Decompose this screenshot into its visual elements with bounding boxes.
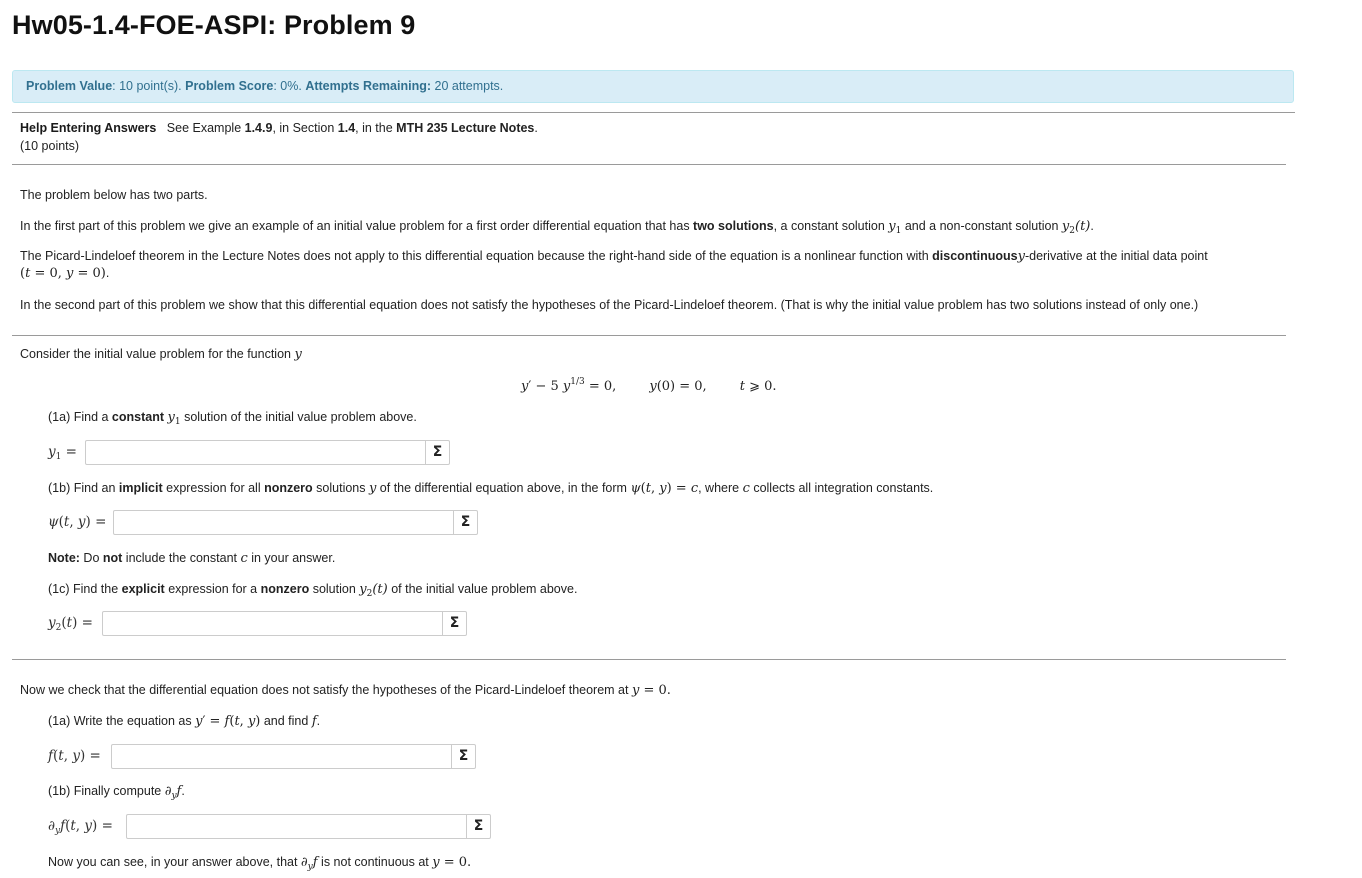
q1c-f: of the initial value problem above. bbox=[387, 582, 578, 596]
math-dyf: $\partial_yf$ bbox=[164, 784, 182, 801]
part2-q1a-a: (1a) Write the equation as bbox=[48, 714, 196, 728]
math-initial-point: (t = 0, y = 0) bbox=[20, 266, 106, 281]
note-text bbox=[48, 551, 335, 566]
conclusion-b: is not continuous at bbox=[317, 855, 433, 869]
q1c-a: (1c) Find the bbox=[48, 582, 122, 596]
math-y2t: $y_2(t)$ bbox=[1061, 219, 1091, 236]
f-label: f(t, y) = bbox=[48, 748, 101, 764]
y1-label: $y_1$ = bbox=[48, 444, 77, 462]
help-entering-answers-link[interactable]: Help Entering Answers bbox=[20, 121, 157, 135]
math-f: f bbox=[311, 714, 317, 729]
intro-p3-d: . bbox=[105, 266, 110, 280]
problem-status-alert bbox=[12, 70, 1294, 103]
math-dyf: $\partial_yf$ bbox=[300, 855, 318, 872]
help-section: 1.4 bbox=[337, 121, 356, 135]
dyf-label: $\partial_yf(t$, y) = bbox=[48, 818, 113, 836]
help-line bbox=[20, 121, 538, 135]
q1b-a: (1b) Find an bbox=[48, 481, 119, 495]
part2-q1b-a: (1b) Finally compute bbox=[48, 784, 165, 798]
conclusion-a: Now you can see, in your answer above, that bbox=[48, 855, 301, 869]
intro-p2-b: two solutions bbox=[693, 219, 774, 233]
points-text: (10 points) bbox=[20, 139, 80, 153]
note-b: Do bbox=[79, 551, 103, 565]
ivp-equation bbox=[521, 377, 777, 394]
math-y1: $y_1$ bbox=[167, 410, 181, 427]
help-notes: MTH 235 Lecture Notes bbox=[396, 121, 535, 135]
psi-answer-input[interactable] bbox=[113, 510, 454, 535]
math-y1: $y_1$ bbox=[888, 219, 902, 236]
part1-intro bbox=[20, 347, 302, 362]
problem-score-text: : 0%. bbox=[273, 79, 306, 93]
math-y-eq-0: y = 0. bbox=[432, 855, 472, 870]
intro-p2-e: . bbox=[1090, 219, 1094, 233]
dyf-answer-input[interactable] bbox=[126, 814, 467, 839]
intro-p3-point bbox=[20, 266, 109, 281]
note-d: include the constant bbox=[122, 551, 241, 565]
help-in-the: , in the bbox=[355, 121, 397, 135]
part2-q1a-text: (1a) Write the equation as y′ = f(t, y) and find f. bbox=[48, 714, 321, 729]
q1c-d: nonzero bbox=[260, 582, 310, 596]
sigma-icon[interactable]: Σ bbox=[453, 510, 478, 535]
conclusion-text bbox=[48, 855, 471, 872]
q1a-b: constant bbox=[111, 410, 165, 424]
help-in-section: , in Section bbox=[272, 121, 338, 135]
help-see-text: See Example bbox=[166, 121, 245, 135]
divider bbox=[12, 659, 1286, 660]
problem-value-text: : 10 point(s). bbox=[112, 79, 186, 93]
intro-p2 bbox=[20, 219, 1094, 236]
q1b-g: , where bbox=[698, 481, 743, 495]
math-y2t: $y_2(t)$ bbox=[359, 582, 388, 599]
attempts-label: Attempts Remaining: bbox=[305, 79, 432, 93]
q1a-c: solution of the initial value problem above. bbox=[180, 410, 417, 424]
intro-p3-a: The Picard-Lindeloef theorem in the Lecture Notes does not apply to this differential equation because the right-hand side of the equation is a nonlinear function with bbox=[20, 249, 933, 263]
page-title: Hw05-1.4-FOE-ASPI: Problem 9 bbox=[12, 10, 416, 40]
intro-p3-b: discontinuous bbox=[932, 249, 1018, 263]
q1c-text bbox=[48, 582, 577, 599]
q1b-text bbox=[48, 481, 933, 496]
attempts-text: 20 attempts. bbox=[431, 79, 504, 93]
q1a-a: (1a) Find a bbox=[48, 410, 112, 424]
intro-p1: The problem below has two parts. bbox=[20, 188, 208, 202]
intro-p4: In the second part of this problem we show that this differential equation does not satisfy the hypotheses of the Picard-Lindeloef theorem. (That is why the initial value problem has two solutions instead of only one.) bbox=[20, 298, 1199, 312]
part1-intro-text: Consider the initial value problem for the function bbox=[20, 347, 295, 361]
math-yprime-f: y′ = f(t, y) bbox=[195, 714, 261, 729]
math-ivp: y′ − 5 $y^{1/3} = 0$, y(0) = 0, t ⩾ 0. bbox=[521, 377, 777, 394]
math-y: y bbox=[1017, 249, 1025, 264]
part2-intro-text: Now we check that the differential equation does not satisfy the hypotheses of the Picard-Lindeloef theorem at bbox=[20, 683, 632, 697]
q1c-c: expression for a bbox=[164, 582, 261, 596]
note-c: not bbox=[102, 551, 123, 565]
y2-label: $y_2(t)$ = bbox=[48, 615, 93, 633]
math-y-eq-0: y = 0. bbox=[631, 683, 671, 698]
y2-answer-input[interactable] bbox=[102, 611, 443, 636]
note-e: in your answer. bbox=[247, 551, 336, 565]
intro-p2-d: and a non-constant solution bbox=[901, 219, 1062, 233]
sigma-icon[interactable]: Σ bbox=[466, 814, 491, 839]
q1b-h: collects all integration constants. bbox=[749, 481, 934, 495]
f-answer-input[interactable] bbox=[111, 744, 452, 769]
q1b-b: implicit bbox=[118, 481, 163, 495]
q1b-d: nonzero bbox=[264, 481, 313, 495]
intro-p3-c: -derivative at the initial data point bbox=[1024, 249, 1208, 263]
q1b-f: of the differential equation above, in the form bbox=[376, 481, 631, 495]
help-example: 1.4.9 bbox=[244, 121, 273, 135]
part2-q1b-text: (1b) Finally compute $\partial_yf$. bbox=[48, 784, 185, 801]
part2-intro bbox=[20, 683, 671, 698]
math-y: y bbox=[368, 481, 377, 496]
sigma-icon[interactable]: Σ bbox=[442, 611, 467, 636]
q1c-e: solution bbox=[309, 582, 360, 596]
q1b-c: expression for all bbox=[162, 481, 265, 495]
note-label: Note: bbox=[48, 551, 80, 565]
intro-p3 bbox=[20, 249, 1208, 264]
divider bbox=[12, 335, 1286, 336]
math-c: c bbox=[240, 551, 248, 566]
math-c: c bbox=[742, 481, 750, 496]
q1c-b: explicit bbox=[121, 582, 165, 596]
sigma-icon[interactable]: Σ bbox=[425, 440, 450, 465]
help-period: . bbox=[534, 121, 538, 135]
problem-value-label: Problem Value bbox=[26, 79, 113, 93]
problem-score-label: Problem Score bbox=[185, 79, 274, 93]
q1a-text bbox=[48, 410, 417, 427]
intro-p2-c: , a constant solution bbox=[773, 219, 889, 233]
intro-p2-a: In the first part of this problem we give an example of an initial value problem for a first order differential equation that has bbox=[20, 219, 694, 233]
sigma-icon[interactable]: Σ bbox=[451, 744, 476, 769]
q1b-e: solutions bbox=[312, 481, 369, 495]
math-psi-form: ψ(t, y) = c bbox=[630, 481, 699, 496]
psi-label: ψ(t, y) = bbox=[48, 514, 107, 530]
divider bbox=[12, 112, 1295, 113]
divider bbox=[12, 164, 1286, 165]
y1-answer-input[interactable] bbox=[85, 440, 426, 465]
part2-q1a-b: and find bbox=[260, 714, 312, 728]
math-y: y bbox=[294, 347, 302, 362]
